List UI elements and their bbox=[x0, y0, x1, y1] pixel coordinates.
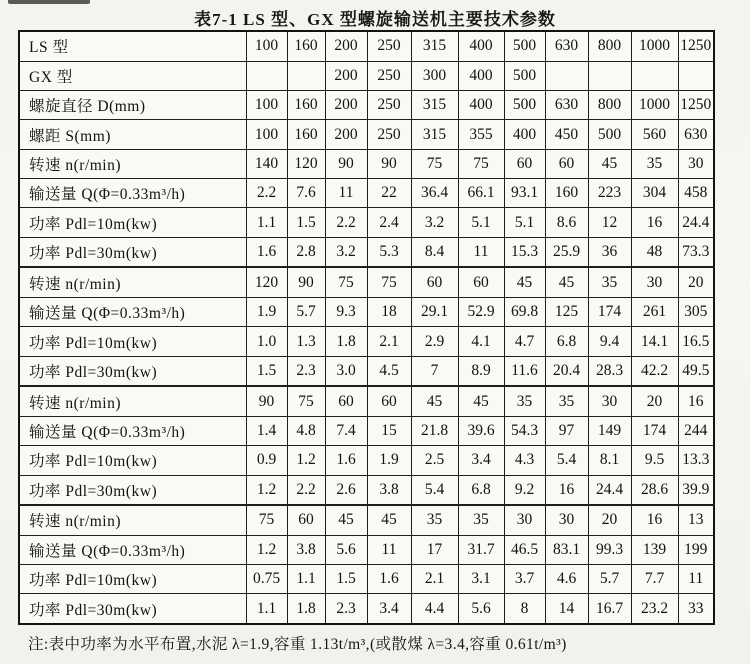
value-cell: 16.7 bbox=[588, 594, 631, 624]
value-cell: 28.3 bbox=[588, 356, 631, 386]
value-cell: 305 bbox=[678, 297, 714, 326]
value-cell: 2.5 bbox=[411, 446, 458, 475]
value-cell: 3.1 bbox=[458, 565, 504, 594]
value-cell: 315 bbox=[411, 90, 458, 119]
value-cell: 75 bbox=[411, 149, 458, 178]
value-cell: 2.3 bbox=[325, 594, 367, 624]
value-cell bbox=[545, 61, 588, 90]
value-cell: 1.9 bbox=[367, 446, 411, 475]
value-cell: 6.8 bbox=[458, 475, 504, 505]
value-cell: 630 bbox=[545, 31, 588, 61]
value-cell: 1.0 bbox=[246, 327, 287, 356]
value-cell: 3.2 bbox=[325, 237, 367, 267]
value-cell: 500 bbox=[504, 31, 545, 61]
value-cell: 450 bbox=[545, 120, 588, 149]
row-label: 功率 Pdl=10m(kw) bbox=[19, 327, 246, 356]
value-cell: 4.4 bbox=[411, 594, 458, 624]
value-cell: 45 bbox=[588, 149, 631, 178]
value-cell: 7 bbox=[411, 356, 458, 386]
value-cell: 30 bbox=[588, 386, 631, 416]
value-cell: 73.3 bbox=[678, 237, 714, 267]
value-cell: 4.3 bbox=[504, 446, 545, 475]
value-cell: 2.4 bbox=[367, 208, 411, 237]
value-cell: 5.6 bbox=[325, 535, 367, 564]
value-cell: 9.5 bbox=[631, 446, 678, 475]
value-cell: 1250 bbox=[678, 90, 714, 119]
value-cell: 3.8 bbox=[287, 535, 325, 564]
scan-artifact-smudge bbox=[8, 0, 90, 4]
value-cell: 1.6 bbox=[367, 565, 411, 594]
value-cell: 90 bbox=[246, 386, 287, 416]
value-cell: 8.6 bbox=[545, 208, 588, 237]
value-cell: 17 bbox=[411, 535, 458, 564]
value-cell: 304 bbox=[631, 179, 678, 208]
table-row bbox=[19, 446, 714, 475]
value-cell: 5.6 bbox=[458, 594, 504, 624]
row-label: 输送量 Q(Φ=0.33m³/h) bbox=[19, 416, 246, 445]
value-cell: 45 bbox=[367, 505, 411, 535]
value-cell: 200 bbox=[325, 61, 367, 90]
value-cell: 46.5 bbox=[504, 535, 545, 564]
value-cell: 458 bbox=[678, 179, 714, 208]
value-cell bbox=[287, 61, 325, 90]
value-cell: 5.4 bbox=[411, 475, 458, 505]
value-cell: 1.2 bbox=[287, 446, 325, 475]
value-cell: 1.8 bbox=[325, 327, 367, 356]
value-cell: 20.4 bbox=[545, 356, 588, 386]
table-row bbox=[19, 149, 714, 178]
value-cell: 97 bbox=[545, 416, 588, 445]
value-cell: 2.2 bbox=[325, 208, 367, 237]
value-cell: 23.2 bbox=[631, 594, 678, 624]
value-cell: 28.6 bbox=[631, 475, 678, 505]
value-cell: 4.8 bbox=[287, 416, 325, 445]
value-cell: 31.7 bbox=[458, 535, 504, 564]
table-row bbox=[19, 31, 714, 61]
value-cell: 1.4 bbox=[246, 416, 287, 445]
table-row bbox=[19, 386, 714, 416]
value-cell: 2.2 bbox=[246, 179, 287, 208]
value-cell: 3.8 bbox=[367, 475, 411, 505]
value-cell: 16 bbox=[631, 505, 678, 535]
value-cell: 14.1 bbox=[631, 327, 678, 356]
value-cell: 4.6 bbox=[545, 565, 588, 594]
value-cell: 2.1 bbox=[411, 565, 458, 594]
value-cell: 22 bbox=[367, 179, 411, 208]
row-label: 转速 n(r/min) bbox=[19, 386, 246, 416]
value-cell: 3.7 bbox=[504, 565, 545, 594]
value-cell: 9.4 bbox=[588, 327, 631, 356]
value-cell: 60 bbox=[458, 267, 504, 297]
value-cell: 200 bbox=[325, 120, 367, 149]
value-cell: 5.1 bbox=[504, 208, 545, 237]
value-cell: 2.2 bbox=[287, 475, 325, 505]
value-cell: 8.4 bbox=[411, 237, 458, 267]
value-cell: 3.2 bbox=[411, 208, 458, 237]
value-cell: 30 bbox=[631, 267, 678, 297]
value-cell: 1.6 bbox=[325, 446, 367, 475]
value-cell: 16.5 bbox=[678, 327, 714, 356]
value-cell: 75 bbox=[287, 386, 325, 416]
value-cell: 60 bbox=[504, 149, 545, 178]
value-cell: 174 bbox=[631, 416, 678, 445]
value-cell: 45 bbox=[458, 386, 504, 416]
row-label: LS 型 bbox=[19, 31, 246, 61]
table-row bbox=[19, 208, 714, 237]
value-cell: 3.0 bbox=[325, 356, 367, 386]
value-cell: 120 bbox=[287, 149, 325, 178]
value-cell: 16 bbox=[545, 475, 588, 505]
value-cell: 1.1 bbox=[246, 594, 287, 624]
value-cell: 2.8 bbox=[287, 237, 325, 267]
row-label: 功率 Pdl=10m(kw) bbox=[19, 208, 246, 237]
value-cell: 11 bbox=[678, 565, 714, 594]
value-cell: 35 bbox=[631, 149, 678, 178]
value-cell bbox=[631, 61, 678, 90]
table-row bbox=[19, 416, 714, 445]
value-cell: 1.5 bbox=[325, 565, 367, 594]
value-cell: 1.6 bbox=[246, 237, 287, 267]
value-cell: 90 bbox=[325, 149, 367, 178]
value-cell: 45 bbox=[545, 267, 588, 297]
value-cell: 1250 bbox=[678, 31, 714, 61]
value-cell: 90 bbox=[287, 267, 325, 297]
value-cell: 800 bbox=[588, 31, 631, 61]
row-label: 输送量 Q(Φ=0.33m³/h) bbox=[19, 179, 246, 208]
value-cell: 300 bbox=[411, 61, 458, 90]
value-cell: 75 bbox=[325, 267, 367, 297]
value-cell bbox=[588, 61, 631, 90]
value-cell: 60 bbox=[545, 149, 588, 178]
table-row bbox=[19, 475, 714, 505]
row-label: 功率 Pdl=10m(kw) bbox=[19, 565, 246, 594]
value-cell: 250 bbox=[367, 31, 411, 61]
value-cell: 100 bbox=[246, 31, 287, 61]
value-cell: 35 bbox=[411, 505, 458, 535]
value-cell: 400 bbox=[504, 120, 545, 149]
value-cell: 52.9 bbox=[458, 297, 504, 326]
value-cell: 30 bbox=[504, 505, 545, 535]
value-cell: 30 bbox=[545, 505, 588, 535]
value-cell: 560 bbox=[631, 120, 678, 149]
value-cell: 3.4 bbox=[458, 446, 504, 475]
value-cell: 69.8 bbox=[504, 297, 545, 326]
value-cell: 16 bbox=[631, 208, 678, 237]
value-cell: 66.1 bbox=[458, 179, 504, 208]
value-cell: 261 bbox=[631, 297, 678, 326]
value-cell: 9.3 bbox=[325, 297, 367, 326]
table-row bbox=[19, 61, 714, 90]
value-cell: 139 bbox=[631, 535, 678, 564]
value-cell: 5.4 bbox=[545, 446, 588, 475]
value-cell: 174 bbox=[588, 297, 631, 326]
value-cell: 400 bbox=[458, 90, 504, 119]
table-body bbox=[19, 31, 714, 624]
row-label: 功率 Pdl=30m(kw) bbox=[19, 594, 246, 624]
value-cell: 45 bbox=[411, 386, 458, 416]
value-cell: 149 bbox=[588, 416, 631, 445]
value-cell: 244 bbox=[678, 416, 714, 445]
value-cell: 1.5 bbox=[287, 208, 325, 237]
value-cell: 20 bbox=[588, 505, 631, 535]
row-label: 螺距 S(mm) bbox=[19, 120, 246, 149]
row-label: GX 型 bbox=[19, 61, 246, 90]
table-row bbox=[19, 535, 714, 564]
value-cell: 500 bbox=[504, 61, 545, 90]
table-row bbox=[19, 327, 714, 356]
value-cell: 1.3 bbox=[287, 327, 325, 356]
value-cell: 15.3 bbox=[504, 237, 545, 267]
value-cell: 200 bbox=[325, 90, 367, 119]
value-cell: 250 bbox=[367, 61, 411, 90]
value-cell: 21.8 bbox=[411, 416, 458, 445]
value-cell: 8.9 bbox=[458, 356, 504, 386]
value-cell: 199 bbox=[678, 535, 714, 564]
value-cell: 5.7 bbox=[287, 297, 325, 326]
value-cell: 45 bbox=[504, 267, 545, 297]
value-cell: 13.3 bbox=[678, 446, 714, 475]
value-cell: 1.8 bbox=[287, 594, 325, 624]
value-cell: 35 bbox=[504, 386, 545, 416]
value-cell: 60 bbox=[411, 267, 458, 297]
table-row bbox=[19, 356, 714, 386]
value-cell: 35 bbox=[458, 505, 504, 535]
value-cell: 35 bbox=[588, 267, 631, 297]
value-cell: 250 bbox=[367, 120, 411, 149]
row-label: 转速 n(r/min) bbox=[19, 267, 246, 297]
value-cell: 93.1 bbox=[504, 179, 545, 208]
row-label: 转速 n(r/min) bbox=[19, 149, 246, 178]
value-cell: 1.9 bbox=[246, 297, 287, 326]
value-cell: 4.7 bbox=[504, 327, 545, 356]
table-row bbox=[19, 565, 714, 594]
value-cell: 0.75 bbox=[246, 565, 287, 594]
row-label: 功率 Pdl=30m(kw) bbox=[19, 475, 246, 505]
row-label: 输送量 Q(Φ=0.33m³/h) bbox=[19, 535, 246, 564]
value-cell: 39.9 bbox=[678, 475, 714, 505]
value-cell: 11 bbox=[367, 535, 411, 564]
value-cell: 11 bbox=[325, 179, 367, 208]
value-cell: 160 bbox=[287, 31, 325, 61]
value-cell: 1000 bbox=[631, 31, 678, 61]
footnote: 注:表中功率为水平布置,水泥 λ=1.9,容重 1.13t/m³,(或散煤 λ=3.4,容重 0.61t/m³) bbox=[28, 636, 567, 653]
value-cell: 11 bbox=[458, 237, 504, 267]
value-cell: 5.1 bbox=[458, 208, 504, 237]
table-row bbox=[19, 179, 714, 208]
value-cell bbox=[246, 61, 287, 90]
value-cell: 16 bbox=[678, 386, 714, 416]
value-cell: 29.1 bbox=[411, 297, 458, 326]
value-cell: 400 bbox=[458, 31, 504, 61]
value-cell: 30 bbox=[678, 149, 714, 178]
value-cell: 2.1 bbox=[367, 327, 411, 356]
value-cell: 12 bbox=[588, 208, 631, 237]
value-cell: 5.7 bbox=[588, 565, 631, 594]
value-cell: 120 bbox=[246, 267, 287, 297]
value-cell: 160 bbox=[287, 90, 325, 119]
value-cell: 500 bbox=[588, 120, 631, 149]
value-cell: 75 bbox=[246, 505, 287, 535]
value-cell bbox=[678, 61, 714, 90]
value-cell: 36 bbox=[588, 237, 631, 267]
value-cell: 20 bbox=[631, 386, 678, 416]
value-cell: 9.2 bbox=[504, 475, 545, 505]
value-cell: 2.3 bbox=[287, 356, 325, 386]
value-cell: 5.3 bbox=[367, 237, 411, 267]
table-row bbox=[19, 267, 714, 297]
value-cell: 54.3 bbox=[504, 416, 545, 445]
value-cell: 3.4 bbox=[367, 594, 411, 624]
value-cell: 500 bbox=[504, 90, 545, 119]
value-cell: 60 bbox=[367, 386, 411, 416]
parameters-table bbox=[18, 30, 715, 625]
value-cell: 25.9 bbox=[545, 237, 588, 267]
value-cell: 45 bbox=[325, 505, 367, 535]
value-cell: 75 bbox=[458, 149, 504, 178]
table-title: 表7-1 LS 型、GX 型螺旋输送机主要技术参数 bbox=[194, 10, 556, 29]
row-label: 功率 Pdl=30m(kw) bbox=[19, 237, 246, 267]
value-cell: 355 bbox=[458, 120, 504, 149]
value-cell: 75 bbox=[367, 267, 411, 297]
value-cell: 15 bbox=[367, 416, 411, 445]
value-cell: 36.4 bbox=[411, 179, 458, 208]
value-cell: 48 bbox=[631, 237, 678, 267]
value-cell: 83.1 bbox=[545, 535, 588, 564]
row-label: 转速 n(r/min) bbox=[19, 505, 246, 535]
value-cell: 90 bbox=[367, 149, 411, 178]
value-cell: 39.6 bbox=[458, 416, 504, 445]
value-cell: 1.1 bbox=[287, 565, 325, 594]
row-label: 功率 Pdl=10m(kw) bbox=[19, 446, 246, 475]
table-row bbox=[19, 120, 714, 149]
value-cell: 800 bbox=[588, 90, 631, 119]
value-cell: 18 bbox=[367, 297, 411, 326]
table-row bbox=[19, 505, 714, 535]
value-cell: 4.1 bbox=[458, 327, 504, 356]
value-cell: 8 bbox=[504, 594, 545, 624]
value-cell: 315 bbox=[411, 31, 458, 61]
value-cell: 630 bbox=[678, 120, 714, 149]
table-row bbox=[19, 90, 714, 119]
value-cell: 2.6 bbox=[325, 475, 367, 505]
value-cell: 42.2 bbox=[631, 356, 678, 386]
value-cell: 315 bbox=[411, 120, 458, 149]
value-cell: 20 bbox=[678, 267, 714, 297]
value-cell: 2.9 bbox=[411, 327, 458, 356]
value-cell: 6.8 bbox=[545, 327, 588, 356]
value-cell: 140 bbox=[246, 149, 287, 178]
value-cell: 1.2 bbox=[246, 475, 287, 505]
value-cell: 99.3 bbox=[588, 535, 631, 564]
table-row bbox=[19, 297, 714, 326]
value-cell: 100 bbox=[246, 120, 287, 149]
value-cell: 200 bbox=[325, 31, 367, 61]
value-cell: 100 bbox=[246, 90, 287, 119]
value-cell: 13 bbox=[678, 505, 714, 535]
value-cell: 7.6 bbox=[287, 179, 325, 208]
row-label: 功率 Pdl=30m(kw) bbox=[19, 356, 246, 386]
value-cell: 24.4 bbox=[588, 475, 631, 505]
value-cell: 1.5 bbox=[246, 356, 287, 386]
value-cell: 4.5 bbox=[367, 356, 411, 386]
value-cell: 11.6 bbox=[504, 356, 545, 386]
value-cell: 7.4 bbox=[325, 416, 367, 445]
value-cell: 1.2 bbox=[246, 535, 287, 564]
value-cell: 49.5 bbox=[678, 356, 714, 386]
value-cell: 223 bbox=[588, 179, 631, 208]
value-cell: 400 bbox=[458, 61, 504, 90]
value-cell: 630 bbox=[545, 90, 588, 119]
value-cell: 7.7 bbox=[631, 565, 678, 594]
value-cell: 60 bbox=[325, 386, 367, 416]
row-label: 螺旋直径 D(mm) bbox=[19, 90, 246, 119]
value-cell: 0.9 bbox=[246, 446, 287, 475]
value-cell: 160 bbox=[287, 120, 325, 149]
value-cell: 33 bbox=[678, 594, 714, 624]
value-cell: 1000 bbox=[631, 90, 678, 119]
table-row bbox=[19, 594, 714, 624]
value-cell: 1.1 bbox=[246, 208, 287, 237]
value-cell: 35 bbox=[545, 386, 588, 416]
value-cell: 8.1 bbox=[588, 446, 631, 475]
value-cell: 60 bbox=[287, 505, 325, 535]
value-cell: 125 bbox=[545, 297, 588, 326]
value-cell: 250 bbox=[367, 90, 411, 119]
value-cell: 14 bbox=[545, 594, 588, 624]
value-cell: 160 bbox=[545, 179, 588, 208]
value-cell: 24.4 bbox=[678, 208, 714, 237]
row-label: 输送量 Q(Φ=0.33m³/h) bbox=[19, 297, 246, 326]
table-row bbox=[19, 237, 714, 267]
